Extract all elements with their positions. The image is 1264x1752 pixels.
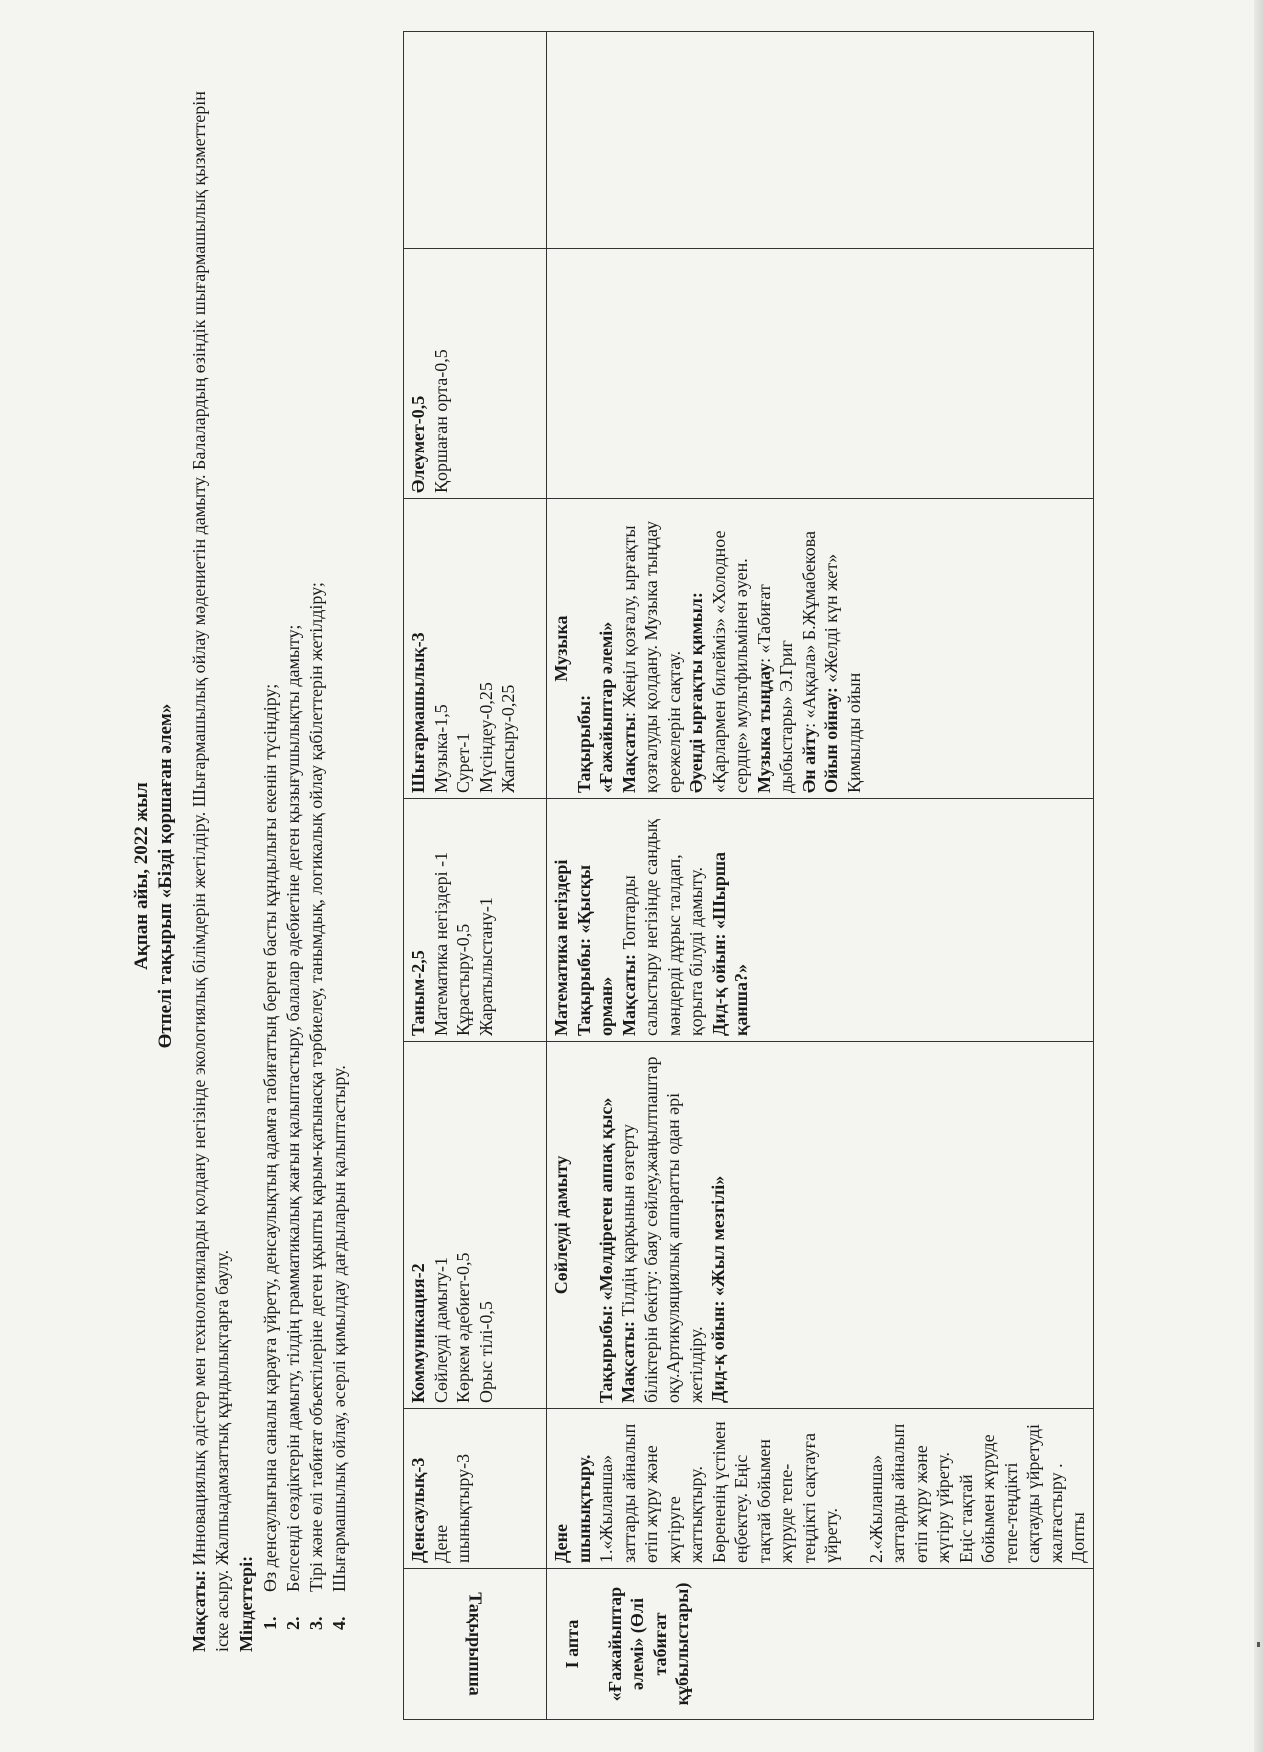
header-month-year: Ақпан айы, 2022 жыл (131, 782, 152, 970)
activity-goal: Мақсаты: Жеңіл қозғалу, ырғақты қозғалуды қолдану. Музыка тыңдау ережелерін сақтау. (618, 520, 684, 793)
area-header-health (404, 1409, 547, 1569)
area-title: Шығармашылық-3 (408, 632, 428, 793)
area-header-social (404, 249, 547, 499)
tasks-list (259, 70, 351, 1630)
area-header-communication (404, 1042, 547, 1409)
area-header-creativity (404, 499, 547, 799)
music-rhythm: Әуенді ырғақты қимыл: «Қарлармен билейміз» «Холодное сердце» мультфильмінен әуен. (686, 530, 751, 793)
task-text: Белсенді сөздіктерін дамыту, тілдің грамматикалық жағын қалыптастыру, балалар әдебиетіне деген қызығушылықты дамыту; (283, 624, 303, 1592)
week-cell (547, 1569, 1094, 1720)
area-line: Математика негіздері -1 (430, 851, 451, 1036)
social-activity-cell (547, 249, 1094, 499)
area-line: Дене шынықтыру-3 (430, 1453, 473, 1563)
goal-paragraph (188, 72, 234, 1652)
activity-paragraph: 1.«Жыланша» заттарды айналып өтіп жүру және жүгіруге жаттықтыру. Бөрененің үстімен еңбектеу. Еңіс тақтай бойымен жүруде тепе-теңдікті сақтауға үйрету. (596, 1421, 841, 1563)
activity-title: Сөйлеуді дамыту (551, 1155, 571, 1295)
week-theme: «Ғажайыптар әлемі» (Өлі табиғат құбылыстары) (604, 1582, 692, 1706)
area-line: Құрастыру-0,5 (453, 923, 473, 1036)
music-activity-cell (547, 499, 1094, 799)
activity-title: Дене шынықтыру. (551, 1454, 594, 1563)
activity-game: Дид-қ ойын: «Жыл мезгілі» (708, 1175, 728, 1403)
area-header-cognition (404, 799, 547, 1042)
area-line: Көркем әдебиет-0,5 (453, 1252, 473, 1403)
task-item (259, 70, 282, 1630)
activity-title: Музыка (551, 615, 571, 682)
area-line: Қоршаған орта-0,5 (430, 349, 451, 493)
activity-topic: «Ғажайыптар әлемі» (596, 621, 616, 793)
activity-goal: Мақсаты: Топтарды салыстыру негізінде сандық мәндерді дұрыс талдап, қорыта білуді дамыту. (618, 819, 706, 1036)
area-line: Сурет-1 (453, 732, 473, 793)
task-number: 3. (306, 1616, 326, 1630)
activity-goal: Мақсаты: Тілдің қарқынын өзгерту біліктерін бекіту: баяу сөйлеу,жаңылтпаштар оқу.Артикуляциялық аппаратты одан әрі жетілдіру. (618, 1056, 706, 1403)
goal-text: Инновациялық әдістер мен технологияларды қолдану негізінде экологиялық білімдерін жетілдіру. Шығармашылық ойлау мәдениетін дамыту. Балалардың өзіндік шығармашылық қызметтерін іске асыру. Жалпыадамзаттық құндылықтарға баулу. (189, 91, 232, 1652)
activity-paragraph: 2.«Жыланша» заттарды айналып өтіп жүру және жүгіру үйрету. Еңіс тақтай бойымен жүруде тепе-теңдікті сақтауды үйретуді жалғастыру . Допты (865, 1423, 1088, 1563)
task-text: Шығармашылық ойлау, әсерлі қимылдау дағдыларын қалыптастыру. (329, 1065, 349, 1592)
math-activity-cell (547, 799, 1094, 1042)
activity-topic: Тақырыбы: «Мөлдіреген аппақ қыс» (595, 1097, 616, 1403)
area-line: Орыс тілі-0,5 (475, 1301, 496, 1403)
column-header-subtopic: Тақырыпша (404, 1569, 547, 1720)
task-item (305, 70, 328, 1630)
task-text: Өз денсаулығына саналы қарауға үйрету, денсаулықтың адамға табиғаттың берген басты құндылығы екенін түсіндіру; (260, 683, 280, 1592)
table-week-row (547, 32, 1094, 1720)
activity-topic-label: Тақырыбы: (573, 694, 594, 793)
table-header-row (404, 32, 547, 1720)
area-line: Мүсіндеу-0,25 (475, 682, 496, 793)
tasks-title: Міндеттері: (236, 1555, 256, 1652)
area-line: Музыка-1,5 (430, 704, 451, 793)
document-header (130, 0, 178, 1752)
task-number: 4. (329, 1616, 349, 1630)
task-text: Тірі және өлі табиғат объектілеріне деген ұқыпты қарым-қатынасқа тәрбиелеу, танымдық, логикалық ойлау қабілеттерін жетілдіру; (306, 582, 326, 1592)
task-number: 2. (283, 1616, 303, 1630)
music-singing: Ән айту: «Аққала» Б.Жұмабекова (798, 531, 819, 793)
activity-topic: Тақырыбы: «Қысқы орман» (573, 864, 616, 1036)
activity-game: Дид-қ ойын: «Шырша қанша?» (708, 851, 751, 1036)
health-activity-cell (547, 1409, 1094, 1569)
area-title: Коммуникация-2 (408, 1263, 428, 1403)
task-number: 1. (260, 1616, 280, 1630)
task-item (328, 70, 351, 1630)
music-game: Ойын ойнау: «Желді күн жет» Қимылды ойын (821, 553, 864, 793)
speech-activity-cell (547, 1042, 1094, 1409)
empty-header-cell (404, 32, 547, 249)
header-theme: Өтпелі тақырып «Бізді қоршаған әлем» (155, 703, 176, 1049)
area-title: Денсаулық-3 (408, 1457, 428, 1563)
area-title: Әлеумет-0,5 (408, 395, 428, 493)
area-title: Таным-2,5 (408, 950, 428, 1036)
goal-label: Мақсаты: (189, 1570, 209, 1652)
empty-body-cell (547, 32, 1094, 249)
area-line: Жапсыру-0,25 (498, 684, 518, 793)
area-line: Жаратылыстану-1 (475, 897, 496, 1036)
area-line: Сөйлеуді дамыту-1 (430, 1257, 451, 1403)
week-number: І апта (562, 1619, 582, 1669)
activity-title: Математика негіздері (551, 859, 571, 1036)
weekly-plan-table (403, 31, 1094, 1720)
task-item (282, 70, 305, 1630)
music-listening: Музыка тыңдау: «Табиғат дыбыстары» Э.Григ (753, 584, 796, 793)
